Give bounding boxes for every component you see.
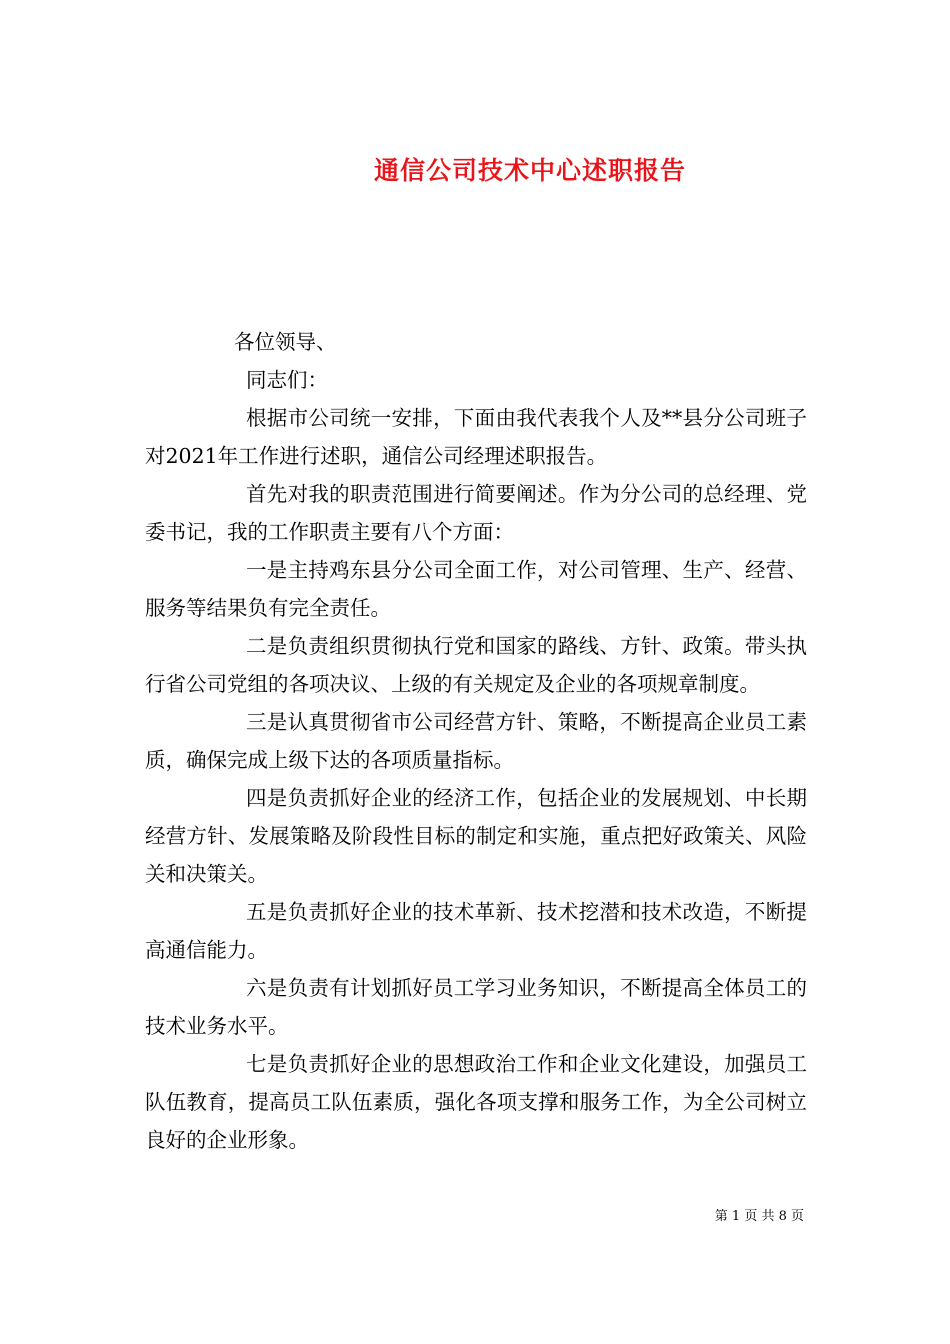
paragraph-intro: 根据市公司统一安排，下面由我代表我个人及**县分公司班子对2021年工作进行述职，通信公司经理述职报告。 [145, 406, 807, 468]
paragraph-duty-5: 五是负责抓好企业的技术革新、技术挖潜和技术改造，不断提高通信能力。 [145, 900, 807, 962]
paragraph-duty-1: 一是主持鸡东县分公司全面工作，对公司管理、生产、经营、服务等结果负有完全责任。 [145, 558, 807, 620]
page-number-footer: 第 1 页 共 8 页 [714, 1209, 804, 1224]
document-title: 通信公司技术中心述职报告 [373, 155, 686, 185]
salutation-comrades: 同志们： [246, 368, 328, 392]
document-body [145, 323, 807, 1159]
paragraph-duties-overview: 首先对我的职责范围进行简要阐述。作为分公司的总经理、党委书记，我的工作职责主要有八个方面： [145, 482, 807, 544]
paragraph-duty-7: 七是负责抓好企业的思想政治工作和企业文化建设，加强员工队伍教育，提高员工队伍素质，强化各项支撑和服务工作，为全公司树立良好的企业形象。 [145, 1052, 807, 1152]
paragraph-duty-4: 四是负责抓好企业的经济工作，包括企业的发展规划、中长期经营方针、发展策略及阶段性目标的制定和实施，重点把好政策关、风险关和决策关。 [145, 786, 807, 886]
salutation-leaders: 各位领导、 [234, 330, 337, 354]
paragraph-duty-6: 六是负责有计划抓好员工学习业务知识，不断提高全体员工的技术业务水平。 [145, 976, 807, 1038]
paragraph-duty-2: 二是负责组织贯彻执行党和国家的路线、方针、政策。带头执行省公司党组的各项决议、上级的有关规定及企业的各项规章制度。 [145, 634, 807, 696]
paragraph-duty-3: 三是认真贯彻省市公司经营方针、策略，不断提高企业员工素质，确保完成上级下达的各项质量指标。 [145, 710, 807, 772]
